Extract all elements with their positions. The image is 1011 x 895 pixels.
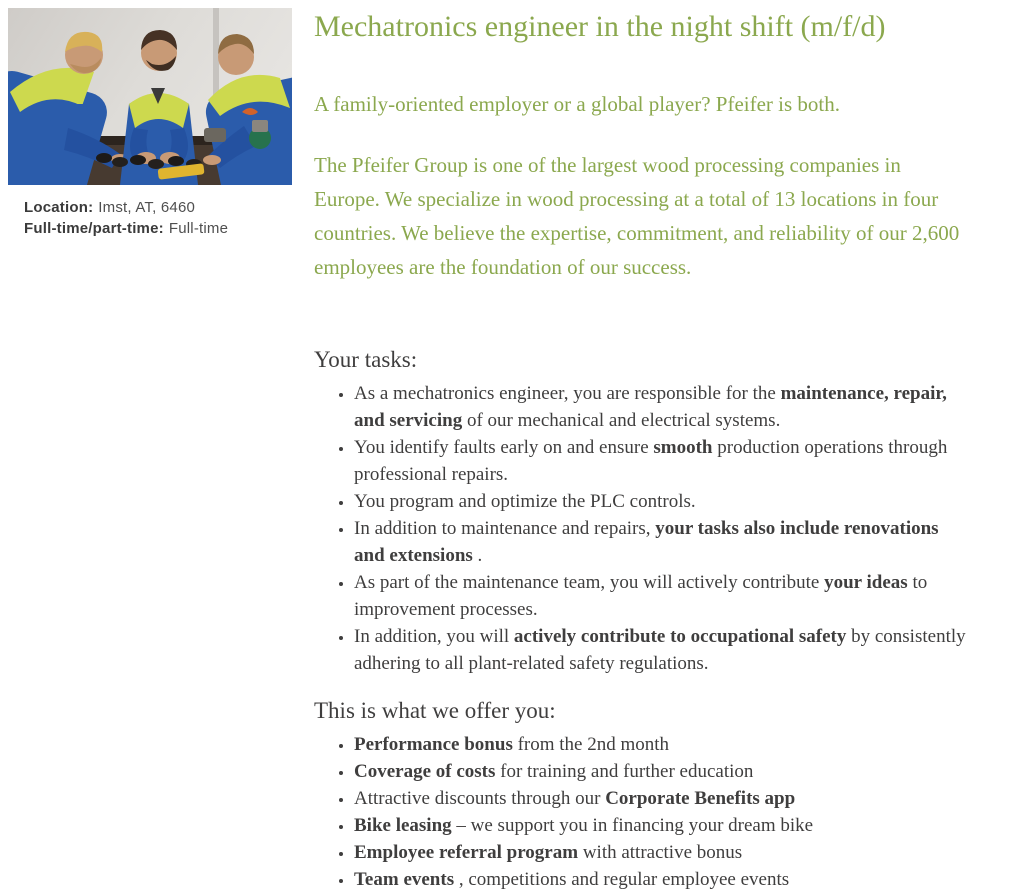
task-text-bold: actively contribute to occupational safety	[513, 626, 847, 647]
offer-text-pre: Attractive discounts through our	[354, 788, 606, 809]
location-row	[24, 197, 294, 218]
company-description: The Pfeifer Group is one of the largest wood processing companies in Europe. We specialize in wood processing at a total of 13 locations in four countries. We believe the expertise, commitment, and reliability of our 2,600 employees are the foundation of our success.	[314, 153, 960, 279]
offer-text-post: from the 2nd month	[512, 734, 670, 755]
location-label: Location:	[24, 199, 94, 216]
task-item	[354, 434, 966, 488]
task-text-bold: your ideas	[824, 572, 908, 593]
job-photo-illustration	[8, 8, 292, 185]
task-text-pre: In addition to maintenance and repairs,	[354, 518, 656, 539]
offer-text-bold: Corporate Benefits app	[605, 788, 796, 809]
job-photo	[8, 8, 292, 185]
task-text-post: of our mechanical and electrical systems.	[462, 410, 781, 431]
tasks-list	[314, 380, 966, 677]
task-text-post: .	[472, 545, 483, 566]
employment-row	[24, 218, 294, 239]
offer-text-post: for training and further education	[495, 761, 754, 782]
location-value: Imst, AT, 6460	[98, 199, 196, 216]
page-title: Mechatronics engineer in the night shift (m/f/d)	[314, 10, 886, 43]
task-text-bold: smooth	[653, 437, 713, 458]
offer-text-post: , competitions and regular employee events	[454, 869, 790, 890]
offer-item	[354, 785, 966, 812]
offer-list	[314, 731, 966, 893]
task-text-pre: As a mechatronics engineer, you are responsible for the	[354, 383, 781, 404]
task-text-pre: You program and optimize the PLC controls.	[354, 491, 696, 512]
job-description	[314, 0, 966, 893]
task-item	[354, 488, 966, 515]
offer-item	[354, 812, 966, 839]
task-text-post: to improvement processes.	[354, 572, 928, 620]
offer-text-bold: Team events	[354, 869, 455, 890]
offer-item	[354, 839, 966, 866]
task-text-pre: As part of the maintenance team, you will actively contribute	[354, 572, 825, 593]
employment-label: Full-time/part-time:	[24, 220, 164, 237]
offer-text-bold: Coverage of costs	[354, 761, 496, 782]
task-item	[354, 515, 966, 569]
offer-item	[354, 731, 966, 758]
task-text-pre: In addition, you will	[354, 626, 514, 647]
offer-item	[354, 866, 966, 893]
task-item	[354, 380, 966, 434]
tasks-heading: Your tasks:	[314, 347, 418, 372]
task-text-post: production operations through professional repairs.	[354, 437, 948, 485]
offer-text-bold: Employee referral program	[354, 842, 579, 863]
task-text-bold: your tasks also include renovations and extensions	[354, 518, 939, 566]
offer-text-bold: Performance bonus	[354, 734, 513, 755]
task-text-pre: You identify faults early on and ensure	[354, 437, 654, 458]
job-meta	[24, 197, 294, 239]
task-text-bold: maintenance, repair, and servicing	[354, 383, 947, 431]
offer-text-post: with attractive bonus	[578, 842, 743, 863]
offer-text-post: – we support you in financing your dream bike	[451, 815, 814, 836]
intro-line: A family-oriented employer or a global player? Pfeifer is both.	[314, 92, 840, 116]
offer-item	[354, 758, 966, 785]
employment-value: Full-time	[168, 220, 229, 237]
task-item	[354, 569, 966, 623]
offer-heading: This is what we offer you:	[314, 698, 556, 723]
offer-text-bold: Bike leasing	[354, 815, 452, 836]
task-text-post: by consistently adhering to all plant-related safety regulations.	[354, 626, 966, 674]
task-item	[354, 623, 966, 677]
